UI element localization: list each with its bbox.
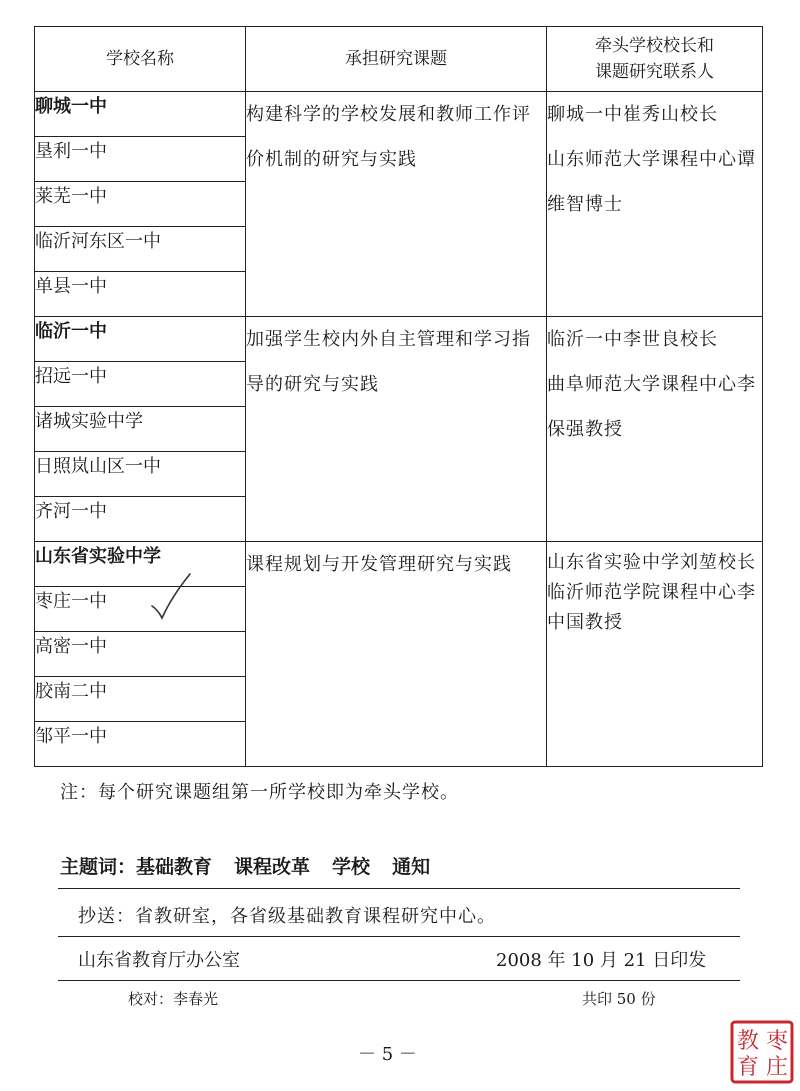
school-cell: 垦利一中 [35,137,246,182]
school-cell: 莱芜一中 [35,182,246,227]
subject-keywords [60,852,452,879]
contact-principal: 临沂一中李世良校长 [547,329,718,350]
contact-cell [547,92,763,317]
keyword: 通知 [392,856,431,878]
contact-researcher: 曲阜师范大学课程中心李保强教授 [547,374,756,440]
keyword: 基础教育 [136,856,213,878]
svg-text:教: 教 [736,1029,760,1054]
school-cell: 临沂河东区一中 [35,227,246,272]
school-cell: 高密一中 [35,632,246,677]
table-row [35,542,763,587]
school-cell-lead: 聊城一中 [35,92,246,137]
header-school-name: 学校名称 [35,27,246,92]
keyword: 学校 [332,856,371,878]
handwritten-check-icon [148,570,196,626]
school-cell: 胶南二中 [35,677,246,722]
red-seal-stamp [730,1020,794,1084]
contact-researcher: 临沂师范学院课程中心李中国教授 [547,582,756,633]
research-assignment-table [34,26,763,767]
svg-text:育: 育 [736,1055,760,1080]
school-cell-lead: 临沂一中 [35,317,246,362]
carbon-copy-line: 抄送：省教研室，各省级基础教育课程研究中心。 [78,906,496,927]
school-cell: 诸城实验中学 [35,407,246,452]
table-header-row [35,27,763,92]
school-cell: 日照岚山区一中 [35,452,246,497]
table-row [35,317,763,362]
issuing-office: 山东省教育厅办公室 [78,950,240,971]
table-row [35,92,763,137]
svg-text:枣: 枣 [765,1029,789,1054]
contact-principal: 聊城一中崔秀山校长 [547,104,718,125]
topic-cell: 加强学生校内外自主管理和学习指导的研究与实践 [246,317,547,542]
topic-cell: 课程规划与开发管理研究与实践 [246,542,547,767]
divider-rule [58,888,740,889]
page-number: － 5 － [358,1044,417,1065]
keywords-label: 主题词： [60,856,137,878]
svg-text:庄: 庄 [765,1055,789,1080]
school-cell: 招远一中 [35,362,246,407]
table-note: 注：每个研究课题组第一所学校即为牵头学校。 [60,782,459,803]
school-cell: 邹平一中 [35,722,246,767]
proofreader: 校对：李春光 [128,990,219,1008]
school-cell-lead: 山东省实验中学 [35,542,246,587]
header-research-topic: 承担研究课题 [246,27,547,92]
school-cell: 齐河一中 [35,497,246,542]
header-contact: 牵头学校校长和 课题研究联系人 [547,27,763,92]
divider-rule [58,980,740,981]
school-cell: 单县一中 [35,272,246,317]
contact-cell [547,317,763,542]
contact-principal: 山东省实验中学刘堃校长 [547,552,756,573]
contact-researcher: 山东师范大学课程中心谭维智博士 [547,149,756,215]
divider-rule [58,936,740,937]
school-cell: 枣庄一中 [35,587,246,632]
contact-cell [547,542,763,767]
print-copies: 共印 50 份 [582,990,656,1008]
keyword: 课程改革 [234,856,311,878]
issue-date: 2008 年 10 月 21 日印发 [496,950,707,971]
topic-cell: 构建科学的学校发展和教师工作评价机制的研究与实践 [246,92,547,317]
